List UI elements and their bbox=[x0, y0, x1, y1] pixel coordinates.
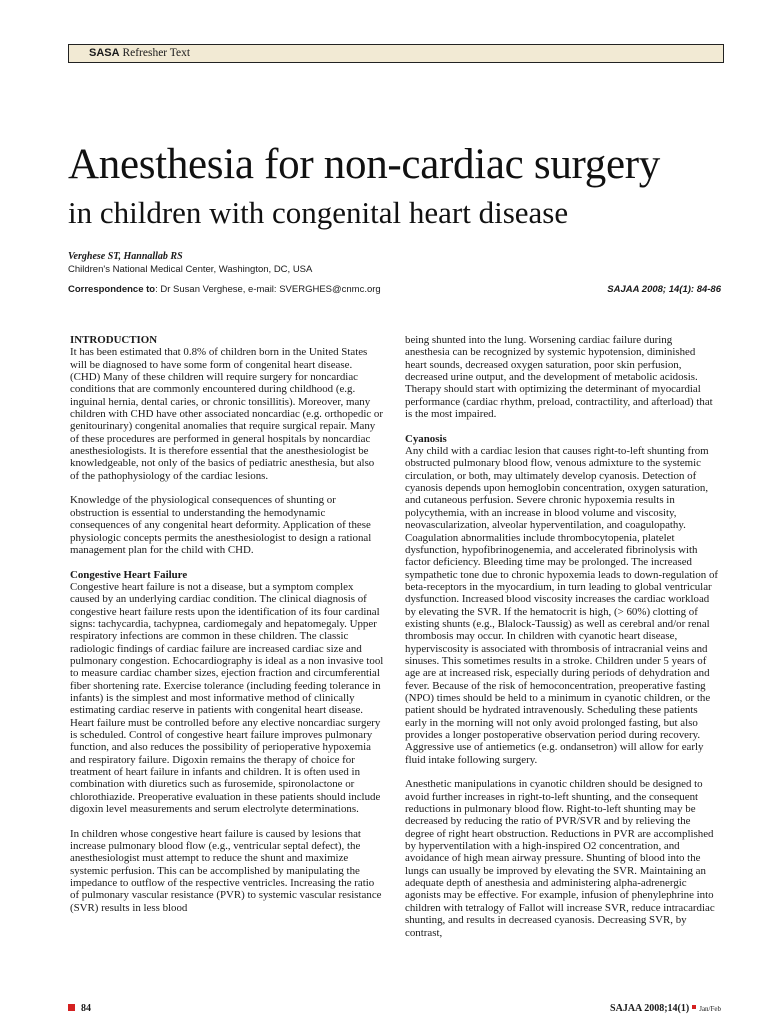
issue-month: Jan/Feb bbox=[699, 1005, 721, 1013]
continued-paragraph: being shunted into the lung. Worsening cardiac failure during anesthesia can be recognized by systemic hypotension, diminished heart sounds, decreased oxygen saturation, poor skin perfusion, decreased urine output, and the development of metabolic acidosis. Therapy should start with optimizing the determinant of myocardial performance (cardiac rhythm, preload, contractility, and afterload) that is the most impaired. bbox=[405, 334, 713, 421]
cyanosis-paragraph-1: Any child with a cardiac lesion that causes right-to-left shunting from obstructed pulmonary blood flow, venous admixture to the systemic circulation, or both, may ultimately develop cyanosis. Detection of cyanosis depends upon hemoglobin concentration, oxygen saturation, and cutaneous perfusion. Severe chronic hypoxemia results in polycythemia, with an increase in blood volume and viscosity, neovascularization, alveolar hyperventilation, and coagulopathy. Coagulation abnormalities include thrombocytopenia, platelet dysfunction, hypofibrinogenemia, and accelerated fibrinolysis with factor deficiency. Bleeding time may be prolonged. The increased sympathetic tone due to chronic hypoxemia leads to down-regulation of beta-receptors in the myocardium, in turn leading to global ventricular dysfunction. Increased blood viscosity increases the cardiac workload by elevating the SVR. If the hematocrit is high, (> 60%) clotting of existing shunts (e.g., Blalock-Taussig) as well as cerebral and/or renal thrombosis may occur. In children with cyanotic heart disease, hyperviscosity is associated with thrombosis of intracranial veins and sinuses. This sometimes results in a stroke. Children under 5 years of age are at increased risk, especially during periods of dehydration and fever. Because of the risk of hemoconcentration, preoperative fasting (NPO) times should be held to a minimum in cyanotic children, or the patient should be hydrated intravenously. Scheduling these patients early in the morning will not only avoid prolonged fasting, but also provides a longer postoperative observation period during recovery. Aggressive use of antiemetics (e.g. ondansetron) will allow for early fluid intake following surgery. bbox=[405, 445, 719, 766]
authors: Verghese ST, Hannallab RS bbox=[68, 251, 183, 262]
article-title-line2: in children with congenital heart disease bbox=[68, 195, 569, 230]
running-header bbox=[68, 44, 724, 63]
chf-paragraph-1: Congestive heart failure is not a disease, but a symptom complex caused by an underlying cardiac condition. The clinical diagnosis of congestive heart failure rests upon the identification of its four cardinal signs: tachycardia, tachypnea, cardiomegaly and hepatomegaly. Upper respiratory infections are common in these children. The classic radiologic findings of cardiac failure are increased cardiac size and pulmonary congestion. Echocardiography is ideal as a non invasive tool to measure cardiac chamber sizes, ejection fraction and circumferential fiber shortening rate. Exercise tolerance (including feeding tolerance in infants) is the simplest and most informative method of clinically estimating cardiac reserve in patients with congenital heart disease. Heart failure must be controlled before any elective noncardiac surgery is scheduled. Control of congestive heart failure improves pulmonary function, and also reduces the possibility of perioperative hypoxemia and respiratory failure. Digoxin remains the therapy of choice for treatment of heart failure in infants and children. It is often used in combination with diuretics such as furosemide, spironolactone or chlorothiazide. Preoperative evaluation in these patients should include digoxin level measurements and serum electrolyte determinations. bbox=[70, 580, 384, 816]
cyanosis-paragraph-2: Anesthetic manipulations in cyanotic children should be designed to avoid further increases in right-to-left shunting, and the consequent reductions in pulmonary blood flow. Right-to-left shunting may be decreased by reducing the ratio of PVR/SVR and by relieving the degree of right heart obstruction. Reductions in PVR are accomplished by hyperventilation with a high-inspired O2 concentration, and avoidance of high mean airway pressure. Shunting of blood into the lungs can usually be improved by elevating the SVR. Maintaining an adequate depth of anesthesia and administering alpha-adrenergic agonists may be effective. For example, infusion of phenylephrine into children with tetralogy of Fallot will increase SVR, reduce intracardiac shunting, and results in decreased cyanosis. Decreasing SVR, by contrast, bbox=[405, 778, 715, 939]
right-column bbox=[405, 334, 719, 939]
red-bullet-icon bbox=[692, 1005, 696, 1009]
affiliation: Children's National Medical Center, Washington, DC, USA bbox=[68, 264, 313, 275]
page-number: 84 bbox=[81, 1003, 91, 1014]
correspondence-text: : Dr Susan Verghese, e-mail: SVERGHES@cnmc.org bbox=[155, 284, 381, 295]
journal-abbrev: SASA bbox=[89, 47, 120, 59]
left-column bbox=[70, 334, 384, 914]
footer-page bbox=[68, 1003, 91, 1015]
header-section: Refresher Text bbox=[119, 47, 191, 59]
citation: SAJAA 2008; 14(1): 84-86 bbox=[607, 284, 721, 295]
section-heading-chf: Congestive Heart Failure bbox=[70, 568, 188, 581]
section-heading-introduction: INTRODUCTION bbox=[70, 334, 158, 346]
correspondence bbox=[68, 283, 381, 296]
intro-paragraph-1: It has been estimated that 0.8% of children born in the United States will be diagnosed to have some form of congenital heart disease. (CHD) Many of these children will require surgery for noncardiac conditions that are commonly encountered during childhood (e.g. inguinal hernia, dental caries, or chronic tonsillitis). Moreover, many children with CHD have other associated noncardiac (e.g. orthopedic or genitourinary) congenital anomalies that require surgical repair. Many of these procedures are performed in general hospitals by noncardiac anesthesiologists. It is therefore essential that the anesthesiologist be knowledgeable, not only of the basics of pediatric anesthesia, but also of the pathophysiology of the cardiac lesions. bbox=[70, 346, 383, 482]
article-title-line1: Anesthesia for non-cardiac surgery bbox=[68, 141, 660, 188]
journal-issue: SAJAA 2008;14(1) bbox=[610, 1003, 690, 1014]
chf-paragraph-2: In children whose congestive heart failure is caused by lesions that increase pulmonary blood flow (e.g., ventricular septal defect), the anesthesiologist must attempt to reduce the shunt and maximize systemic perfusion. This can be accomplished by manipulating the impedance to outflow of the respective ventricles. Increasing the ratio of pulmonary vascular resistance (PVR) to systemic vascular resistance (SVR) results in less blood bbox=[70, 827, 382, 914]
red-square-icon bbox=[68, 1004, 75, 1011]
footer-issue bbox=[610, 1003, 721, 1015]
intro-paragraph-2: Knowledge of the physiological consequences of shunting or obstruction is essential to understanding the hemodynamic consequences of any congenital heart deformity. Application of these physiologic concepts permits the anesthesiologist to design a rational management plan for the child with CHD. bbox=[70, 494, 372, 556]
section-heading-cyanosis: Cyanosis bbox=[405, 432, 447, 445]
correspondence-label: Correspondence to bbox=[68, 284, 156, 295]
